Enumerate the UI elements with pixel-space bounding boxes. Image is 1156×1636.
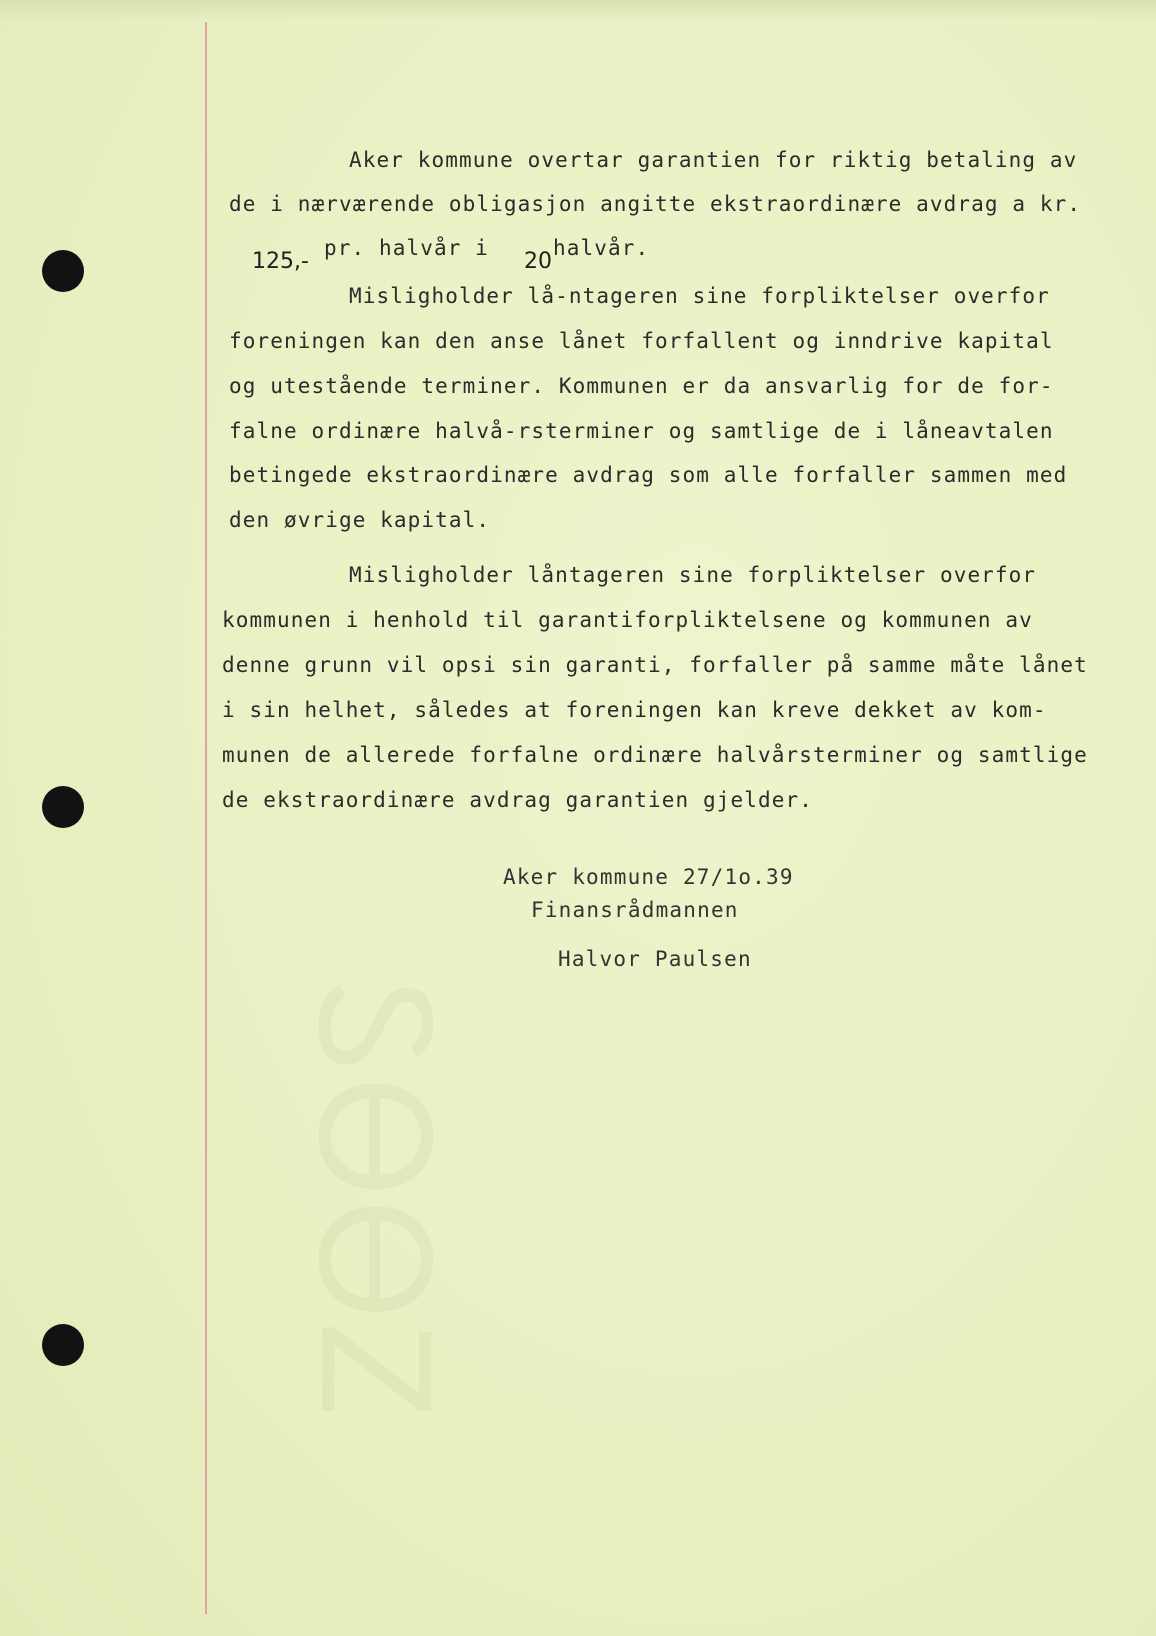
p2-line-3: og utestående terminer. Kommunen er da ansvarlig for de for- (229, 374, 1054, 398)
punch-hole-icon (42, 786, 84, 828)
watermark-stamp: ᏚᎾᎾᏃ (286, 980, 460, 1426)
p1-line-3b: halvår. (553, 236, 650, 260)
p2-line-4: falne ordinære halvå-rsterminer og samtlige de i låneavtalen (229, 419, 1054, 443)
punch-hole-icon (42, 1324, 84, 1366)
p3-line-1: Misligholder låntageren sine forpliktelser overfor (349, 563, 1037, 587)
p3-line-3: denne grunn vil opsi sin garanti, forfaller på samme måte lånet (222, 653, 1088, 677)
p1-amount-handwritten: 125,- (252, 249, 309, 274)
signature-title: Finansrådmannen (531, 898, 739, 922)
page-top-edge (0, 0, 1156, 22)
p2-line-2: foreningen kan den anse lånet forfallent og inndrive kapital (229, 329, 1054, 353)
p3-line-6: de ekstraordinære avdrag garantien gjelder. (222, 788, 813, 812)
p1-count-handwritten: 20 (524, 249, 552, 274)
p1-line-2: de i nærværende obligasjon angitte ekstraordinære avdrag a kr. (229, 192, 1082, 216)
margin-line (205, 22, 207, 1614)
p2-line-6: den øvrige kapital. (229, 508, 491, 532)
p1-line-1: Aker kommune overtar garantien for riktig betaling av (349, 148, 1078, 172)
p3-line-5: munen de allerede forfalne ordinære halvårsterminer og samtlige (222, 743, 1088, 767)
p1-line-3a: pr. halvår i (324, 236, 489, 260)
p3-line-4: i sin helhet, således at foreningen kan kreve dekket av kom- (222, 698, 1047, 722)
p3-line-2: kommunen i henhold til garantiforpliktelsene og kommunen av (222, 608, 1033, 632)
signature-place-date: Aker kommune 27/1o.39 (503, 865, 794, 889)
signature-name: Halvor Paulsen (558, 947, 752, 971)
punch-hole-icon (42, 250, 84, 292)
p2-line-5: betingede ekstraordinære avdrag som alle forfaller sammen med (229, 463, 1068, 487)
p2-line-1: Misligholder lå-ntageren sine forpliktelser overfor (349, 284, 1050, 308)
